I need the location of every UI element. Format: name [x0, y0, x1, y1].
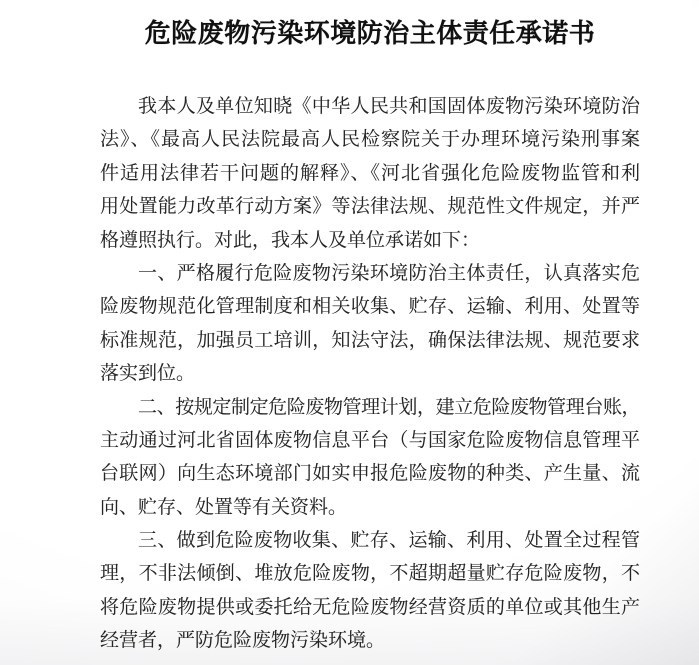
- text-line: 用处置能力改革行动方案》等法律法规、规范性文件规定，并严: [100, 196, 640, 218]
- text-line: 格遵照执行。对此，我本人及单位承诺如下：: [100, 229, 481, 251]
- text-line: 落实到位。: [100, 363, 196, 385]
- paragraph-item-2: [100, 391, 640, 525]
- text-line: 向、贮存、处置等有关资料。: [100, 496, 348, 518]
- paragraph-item-3: [100, 524, 640, 658]
- text-line: 理，不非法倾倒、堆放危险废物，不超期超量贮存危险废物，不: [100, 563, 640, 585]
- text-line: 台联网）向生态环境部门如实申报危险废物的种类、产生量、流: [100, 463, 640, 485]
- text-line: 二、按规定制定危险废物管理计划，建立危险废物管理台账，: [138, 396, 640, 418]
- paragraph-intro: [100, 90, 640, 257]
- document-title: 危险废物污染环境防治主体责任承诺书: [144, 19, 596, 48]
- text-line: 将危险废物提供或委托给无危险废物经营资质的单位或其他生产: [100, 596, 640, 618]
- text-line: 经营者，严防危险废物污染环境。: [100, 630, 386, 652]
- text-line: 险废物规范化管理制度和相关收集、贮存、运输、利用、处置等: [100, 296, 640, 318]
- paragraph-item-1: [100, 257, 640, 391]
- text-line: 我本人及单位知晓《中华人民共和国固体废物污染环境防治: [138, 96, 640, 117]
- text-line: 件适用法律若干问题的解释》、《河北省强化危险废物监管和利: [100, 162, 640, 184]
- document-body: [100, 90, 640, 658]
- text-line: 主动通过河北省固体废物信息平台（与国家危险废物信息管理平: [100, 429, 640, 451]
- text-line: 法》、《最高人民法院最高人民检察院关于办理环境污染刑事案: [100, 129, 640, 151]
- text-line: 标准规范，加强员工培训，知法守法，确保法律法规、规范要求: [100, 329, 640, 351]
- text-line: 三、做到危险废物收集、贮存、运输、利用、处置全过程管: [138, 530, 640, 552]
- document-page: [100, 14, 640, 658]
- text-line: 一、严格履行危险废物污染环境防治主体责任，认真落实危: [138, 262, 640, 284]
